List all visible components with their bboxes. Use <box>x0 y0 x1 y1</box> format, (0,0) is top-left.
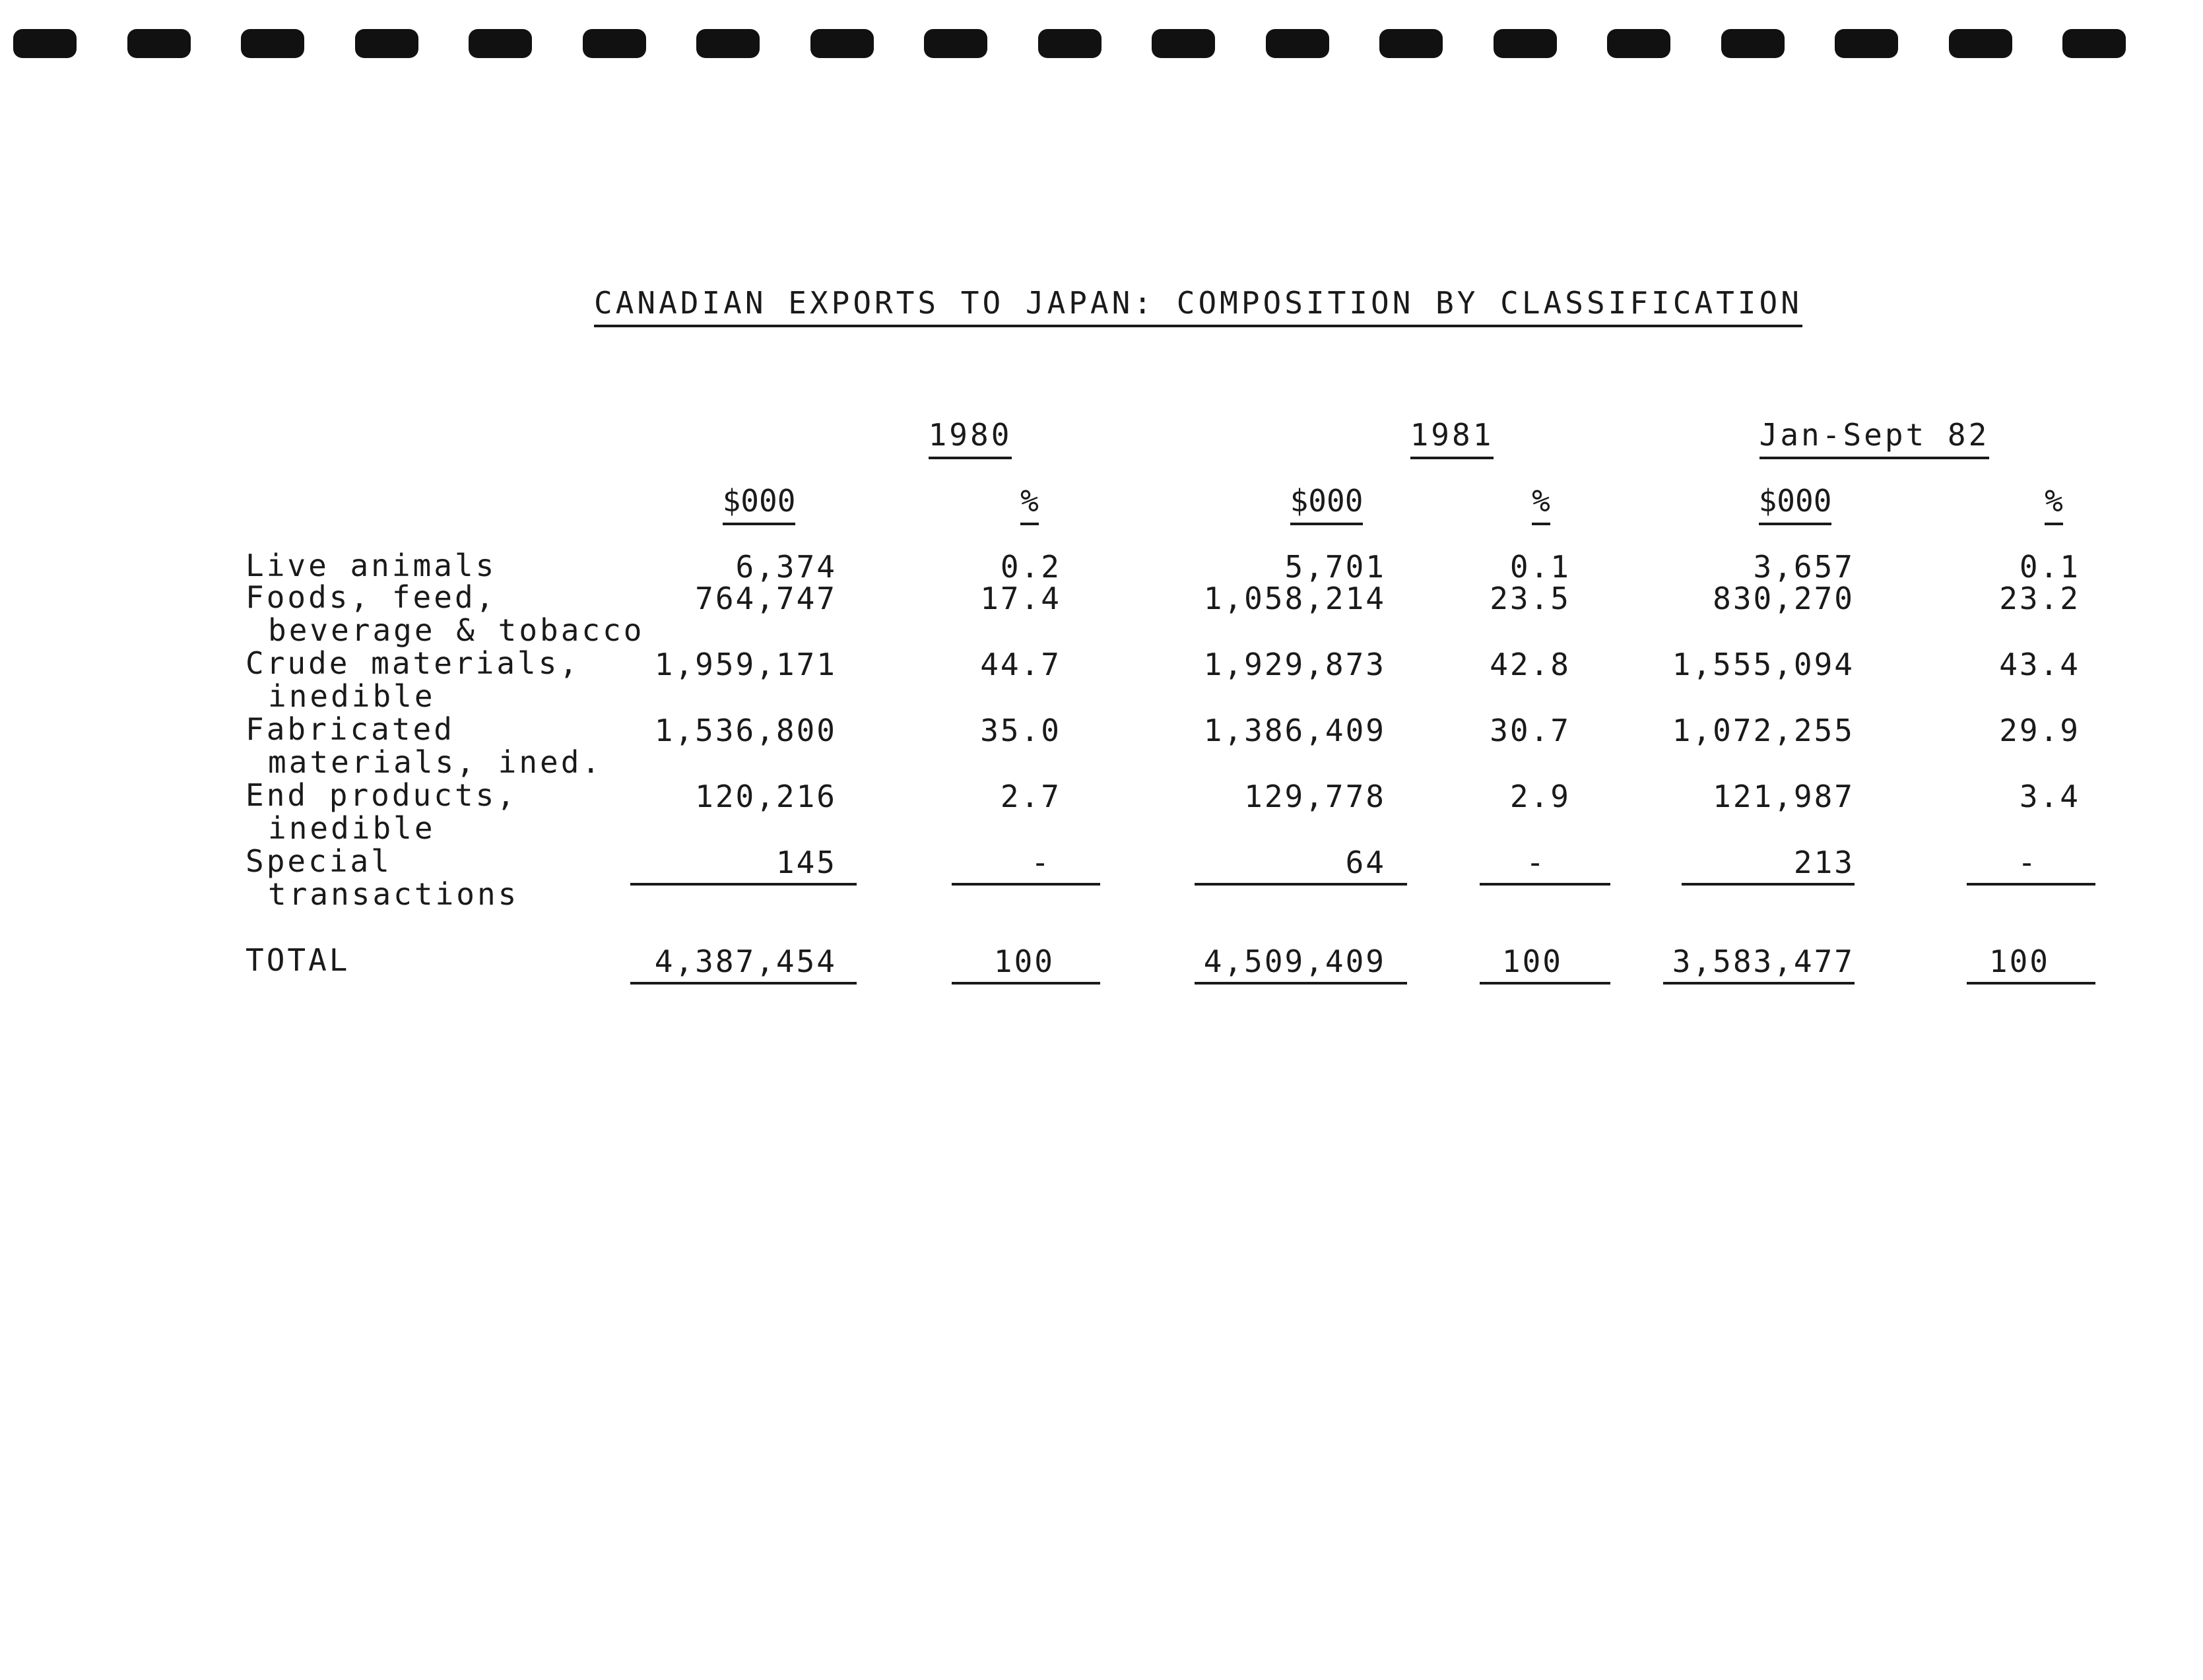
punch-hole <box>1494 29 1557 58</box>
row-label-live-animals: Live animals <box>246 548 497 583</box>
total-rule <box>1480 982 1610 985</box>
row-label-total: TOTAL <box>246 942 350 978</box>
total-rule <box>630 982 857 985</box>
cell-value-jan-sept-82: 1,072,255 <box>1672 713 1855 748</box>
cell-value-jan-sept-82: 830,270 <box>1713 581 1855 616</box>
punch-hole <box>127 29 191 58</box>
punch-hole <box>1607 29 1670 58</box>
period-header-jan-sept-82: Jan-Sept 82 <box>1742 417 2006 453</box>
punch-hole <box>1835 29 1898 58</box>
cell-total-value-jan-sept-82: 3,583,477 <box>1672 944 1855 979</box>
cell-value-1981: 1,929,873 <box>1203 647 1386 682</box>
punch-hole <box>1152 29 1215 58</box>
cell-percent-1981: 23.5 <box>1490 581 1571 616</box>
cell-percent-jan-sept-82: 29.9 <box>1999 713 2080 748</box>
cell-percent-jan-sept-82: 0.1 <box>2019 549 2080 585</box>
cell-value-1981: 5,701 <box>1284 549 1386 585</box>
cell-percent-1980: 17.4 <box>980 581 1061 616</box>
col-header-value-1980: $000 <box>706 483 812 519</box>
subtotal-rule <box>1967 883 2095 886</box>
subtotal-rule <box>952 883 1100 886</box>
cell-percent-1981: - <box>1526 845 1546 880</box>
col-header-percent-jan-sept-82: % <box>2027 483 2080 519</box>
punch-hole <box>1266 29 1329 58</box>
punch-hole <box>696 29 760 58</box>
total-rule <box>1663 982 1855 985</box>
total-rule <box>1195 982 1407 985</box>
cell-value-jan-sept-82: 213 <box>1793 845 1855 880</box>
row-label-end-products: End products, inedible <box>246 777 518 846</box>
cell-value-1981: 129,778 <box>1244 779 1386 814</box>
col-header-value-jan-sept-82: $000 <box>1742 483 1848 519</box>
punch-hole <box>583 29 646 58</box>
period-header-1981: 1981 <box>1373 417 1531 453</box>
punch-hole <box>241 29 304 58</box>
cell-value-1981: 1,386,409 <box>1203 713 1386 748</box>
cell-percent-1981: 0.1 <box>1509 549 1571 585</box>
total-rule <box>952 982 1100 985</box>
cell-value-1980: 1,959,171 <box>654 647 837 682</box>
table-title: CANADIAN EXPORTS TO JAPAN: COMPOSITION BY CLASSIFICATION <box>594 285 1756 321</box>
total-rule <box>1967 982 2095 985</box>
row-label-fabricated-materials: Fabricated materials, ined. <box>246 711 603 780</box>
cell-value-jan-sept-82: 3,657 <box>1753 549 1855 585</box>
punch-hole <box>469 29 532 58</box>
punch-hole <box>2062 29 2126 58</box>
cell-percent-jan-sept-82: 23.2 <box>1999 581 2080 616</box>
punch-hole <box>13 29 77 58</box>
subtotal-rule <box>1480 883 1610 886</box>
cell-value-1980: 764,747 <box>695 581 837 616</box>
cell-value-jan-sept-82: 121,987 <box>1713 779 1855 814</box>
row-label-foods-feed: Foods, feed, beverage & tobacco <box>246 579 645 648</box>
cell-total-percent-1980: 100 <box>993 944 1055 979</box>
punch-hole <box>924 29 987 58</box>
cell-percent-1981: 2.9 <box>1509 779 1571 814</box>
subtotal-rule <box>630 883 857 886</box>
cell-percent-jan-sept-82: 3.4 <box>2019 779 2080 814</box>
row-label-special-transactions: Special transactions <box>246 843 519 912</box>
cell-percent-1980: 0.2 <box>1000 549 1061 585</box>
cell-total-percent-1981: 100 <box>1501 944 1563 979</box>
col-header-value-1981: $000 <box>1274 483 1379 519</box>
punch-hole <box>1949 29 2012 58</box>
cell-percent-1981: 42.8 <box>1490 647 1571 682</box>
cell-value-1980: 145 <box>775 845 837 880</box>
cell-value-1981: 1,058,214 <box>1203 581 1386 616</box>
punch-hole <box>1379 29 1443 58</box>
cell-percent-jan-sept-82: - <box>2018 845 2038 880</box>
punch-hole-strip <box>0 29 2203 63</box>
cell-percent-1981: 30.7 <box>1490 713 1571 748</box>
cell-value-1980: 6,374 <box>735 549 837 585</box>
cell-percent-1980: - <box>1031 845 1051 880</box>
cell-value-jan-sept-82: 1,555,094 <box>1672 647 1855 682</box>
punch-hole <box>355 29 418 58</box>
row-label-crude-materials: Crude materials, inedible <box>246 645 581 714</box>
punch-hole <box>1721 29 1785 58</box>
punch-hole <box>810 29 874 58</box>
subtotal-rule <box>1682 883 1855 886</box>
cell-total-percent-jan-sept-82: 100 <box>1989 944 2050 979</box>
punch-hole <box>1038 29 1102 58</box>
cell-percent-jan-sept-82: 43.4 <box>1999 647 2080 682</box>
cell-percent-1980: 35.0 <box>980 713 1061 748</box>
cell-total-value-1980: 4,387,454 <box>654 944 837 979</box>
cell-percent-1980: 44.7 <box>980 647 1061 682</box>
cell-value-1980: 1,536,800 <box>654 713 837 748</box>
subtotal-rule <box>1195 883 1407 886</box>
cell-value-1981: 64 <box>1345 845 1386 880</box>
col-header-percent-1981: % <box>1515 483 1567 519</box>
cell-total-value-1981: 4,509,409 <box>1203 944 1386 979</box>
cell-percent-1980: 2.7 <box>1000 779 1061 814</box>
period-header-1980: 1980 <box>891 417 1049 453</box>
col-header-percent-1980: % <box>1003 483 1056 519</box>
cell-value-1980: 120,216 <box>695 779 837 814</box>
